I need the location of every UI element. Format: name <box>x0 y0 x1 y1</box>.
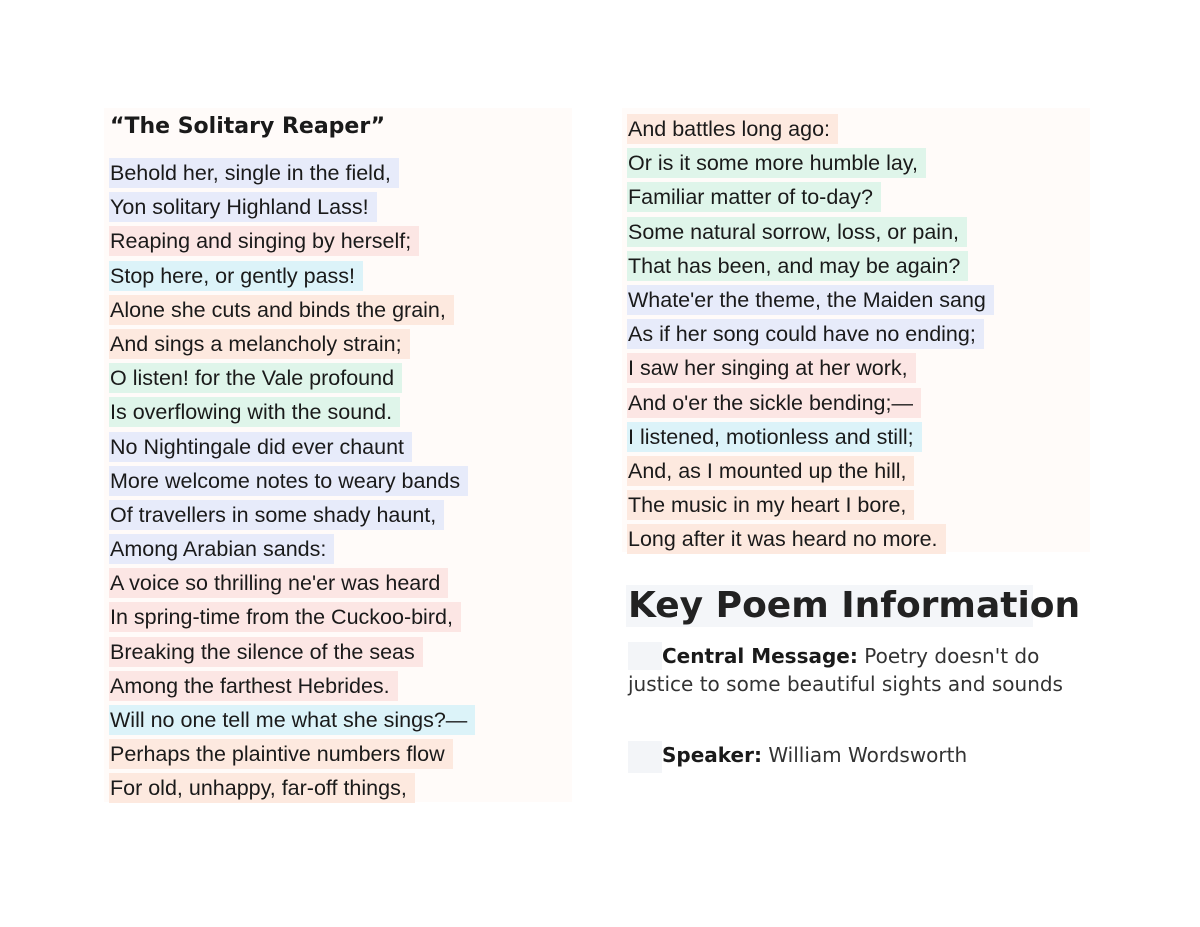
poem-line <box>109 466 475 500</box>
poem-line-text: A voice so thrilling ne'er was heard <box>109 568 448 598</box>
poem-column-left <box>104 108 572 802</box>
poem-line-text: Among the farthest Hebrides. <box>109 671 398 701</box>
poem-line-text: Reaping and singing by herself; <box>109 226 419 256</box>
poem-line <box>627 456 994 490</box>
poem-line <box>109 534 475 568</box>
poem-line-text: Whate'er the theme, the Maiden sang <box>627 285 994 315</box>
poem-line-text: Among Arabian sands: <box>109 534 334 564</box>
poem-line-text: As if her song could have no ending; <box>627 319 984 349</box>
speaker-label: Speaker: <box>662 743 762 767</box>
poem-line <box>109 363 475 397</box>
poem-line <box>627 148 994 182</box>
poem-line-text: Some natural sorrow, loss, or pain, <box>627 217 967 247</box>
poem-line-text: Familiar matter of to-day? <box>627 182 881 212</box>
poem-line <box>109 671 475 705</box>
poem-line-text: And, as I mounted up the hill, <box>627 456 914 486</box>
poem-line <box>109 568 475 602</box>
poem-line-text: Or is it some more humble lay, <box>627 148 926 178</box>
central-message-shade <box>628 642 662 670</box>
central-message-label: Central Message: <box>662 644 858 668</box>
central-message-text: Poetry doesn't do justice to some beautiful sights and sounds <box>628 644 1063 696</box>
poem-line <box>627 388 994 422</box>
poem-line <box>109 637 475 671</box>
poem-title: “The Solitary Reaper” <box>110 114 386 139</box>
poem-line <box>109 397 475 431</box>
poem-line <box>109 192 475 226</box>
poem-line-text: More welcome notes to weary bands <box>109 466 468 496</box>
poem-line <box>109 500 475 534</box>
poem-line <box>109 329 475 363</box>
poem-line-text: Long after it was heard no more. <box>627 524 946 554</box>
key-info-heading: Key Poem Information <box>628 585 1081 626</box>
poem-line <box>109 261 475 295</box>
poem-line-text: I listened, motionless and still; <box>627 422 922 452</box>
speaker-text: William Wordsworth <box>761 743 968 767</box>
speaker-shade <box>628 741 662 773</box>
poem-line <box>627 524 994 558</box>
poem-line-text: And battles long ago: <box>627 114 838 144</box>
poem-line-text: Perhaps the plaintive numbers flow <box>109 739 453 769</box>
poem-line <box>109 739 475 773</box>
central-message <box>628 642 1093 698</box>
poem-line-text: In spring-time from the Cuckoo-bird, <box>109 602 461 632</box>
poem-line-text: Of travellers in some shady haunt, <box>109 500 444 530</box>
poem-line-text: Is overflowing with the sound. <box>109 397 400 427</box>
poem-line-text: I saw her singing at her work, <box>627 353 916 383</box>
poem-line <box>627 319 994 353</box>
poem-line <box>627 182 994 216</box>
poem-line-text: Alone she cuts and binds the grain, <box>109 295 454 325</box>
poem-line <box>627 422 994 456</box>
poem-line-text: And sings a melancholy strain; <box>109 329 410 359</box>
poem-line <box>627 285 994 319</box>
poem-line-text: That has been, and may be again? <box>627 251 968 281</box>
poem-line-text: Behold her, single in the field, <box>109 158 399 188</box>
poem-lines-right <box>627 114 994 558</box>
speaker <box>628 741 1093 773</box>
poem-line <box>109 705 475 739</box>
poem-line <box>109 773 475 807</box>
poem-line <box>627 217 994 251</box>
poem-line-text: Yon solitary Highland Lass! <box>109 192 377 222</box>
poem-line-text: Breaking the silence of the seas <box>109 637 423 667</box>
poem-line <box>109 602 475 636</box>
poem-line-text: And o'er the sickle bending;— <box>627 388 921 418</box>
poem-line <box>627 353 994 387</box>
poem-line-text: For old, unhappy, far-off things, <box>109 773 415 803</box>
poem-line <box>109 158 475 192</box>
poem-line-text: The music in my heart I bore, <box>627 490 914 520</box>
poem-line <box>109 432 475 466</box>
poem-line <box>627 490 994 524</box>
poem-line <box>109 295 475 329</box>
poem-line <box>109 226 475 260</box>
poem-line <box>627 114 994 148</box>
poem-lines-left <box>109 158 475 808</box>
poem-line <box>627 251 994 285</box>
poem-column-right <box>622 108 1090 552</box>
poem-line-text: O listen! for the Vale profound <box>109 363 402 393</box>
poem-line-text: No Nightingale did ever chaunt <box>109 432 412 462</box>
poem-line-text: Stop here, or gently pass! <box>109 261 363 291</box>
poem-line-text: Will no one tell me what she sings?— <box>109 705 475 735</box>
